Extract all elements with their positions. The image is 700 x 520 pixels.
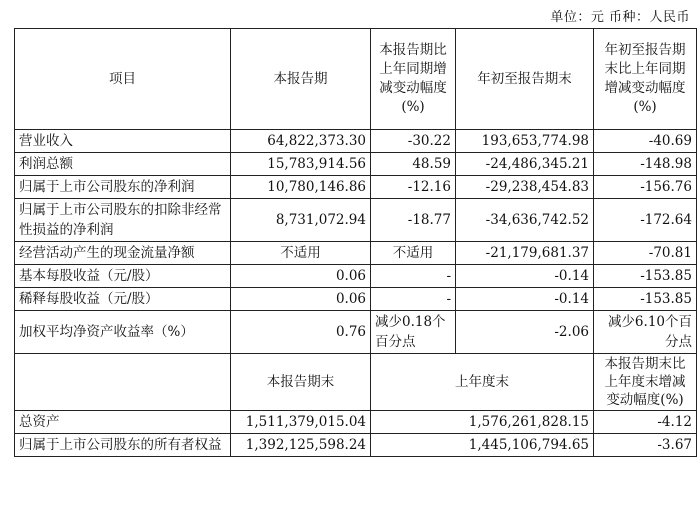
row-ytd-change: -148.98 [594,153,697,176]
bottom-header-row [15,354,697,411]
table-row [15,411,697,434]
row-change: - [371,288,456,311]
row-change: -18.77 [371,199,456,242]
header-row [15,29,697,130]
row-current: 0.76 [231,311,371,354]
row-change: -12.16 [371,176,456,199]
header-period-end: 本报告期末 [231,354,371,411]
row-change: -4.12 [594,411,697,434]
row-ytd: -29,238,454.83 [456,176,594,199]
row-current: 10,780,146.86 [231,176,371,199]
header-current-change: 本报告期比上年同期增减变动幅度(%) [371,29,456,130]
header-ytd: 年初至报告期末 [456,29,594,130]
row-label: 稀释每股收益（元/股） [15,288,231,311]
row-ytd-change: -40.69 [594,130,697,153]
header-item: 项目 [15,29,231,130]
table-row [15,288,697,311]
table-row [15,265,697,288]
row-label: 营业收入 [15,130,231,153]
row-label: 归属于上市公司股东的扣除非经常性损益的净利润 [15,199,231,242]
row-ytd-change: -70.81 [594,242,697,265]
table-row [15,176,697,199]
row-label: 基本每股收益（元/股） [15,265,231,288]
row-change: -30.22 [371,130,456,153]
row-change: -3.67 [594,434,697,457]
row-ytd: -2.06 [456,311,594,354]
header-bottom-change: 本报告期末比上年度末增减变动幅度(%) [594,354,697,411]
row-ytd: 193,653,774.98 [456,130,594,153]
header-current-period: 本报告期 [231,29,371,130]
header-last-year-end: 上年度末 [371,354,594,411]
row-label: 加权平均净资产收益率（%） [15,311,231,354]
header-ytd-change: 年初至报告期末比上年同期增减变动幅度(%) [594,29,697,130]
row-change: 48.59 [371,153,456,176]
row-ytd: -21,179,681.37 [456,242,594,265]
table-row [15,199,697,242]
row-current: 8,731,072.94 [231,199,371,242]
row-label: 归属于上市公司股东的所有者权益 [15,434,231,457]
row-current: 64,822,373.30 [231,130,371,153]
row-last-year-end: 1,576,261,828.15 [371,411,594,434]
table-row [15,242,697,265]
row-current: 15,783,914.56 [231,153,371,176]
row-period-end: 1,511,379,015.04 [231,411,371,434]
row-label: 利润总额 [15,153,231,176]
row-label: 归属于上市公司股东的净利润 [15,176,231,199]
row-change: 不适用 [371,242,456,265]
bottom-header-blank [15,354,231,411]
row-ytd-change: -156.76 [594,176,697,199]
table-row [15,311,697,354]
table-row [15,434,697,457]
unit-currency-line: 单位：元 币种：人民币 [550,10,690,25]
row-period-end: 1,392,125,598.24 [231,434,371,457]
row-ytd: -0.14 [456,288,594,311]
row-label: 经营活动产生的现金流量净额 [15,242,231,265]
row-current: 不适用 [231,242,371,265]
row-last-year-end: 1,445,106,794.65 [371,434,594,457]
row-ytd: -24,486,345.21 [456,153,594,176]
financial-data-table [14,28,697,457]
row-current: 0.06 [231,288,371,311]
row-ytd-change: -153.85 [594,288,697,311]
row-label: 总资产 [15,411,231,434]
row-change: 减少0.18个百分点 [371,311,456,354]
row-ytd-change: -153.85 [594,265,697,288]
row-ytd-change: -172.64 [594,199,697,242]
row-ytd: -34,636,742.52 [456,199,594,242]
table-row [15,153,697,176]
row-current: 0.06 [231,265,371,288]
row-ytd-change: 减少6.10个百分点 [594,311,697,354]
row-ytd: -0.14 [456,265,594,288]
row-change: - [371,265,456,288]
table-row [15,130,697,153]
